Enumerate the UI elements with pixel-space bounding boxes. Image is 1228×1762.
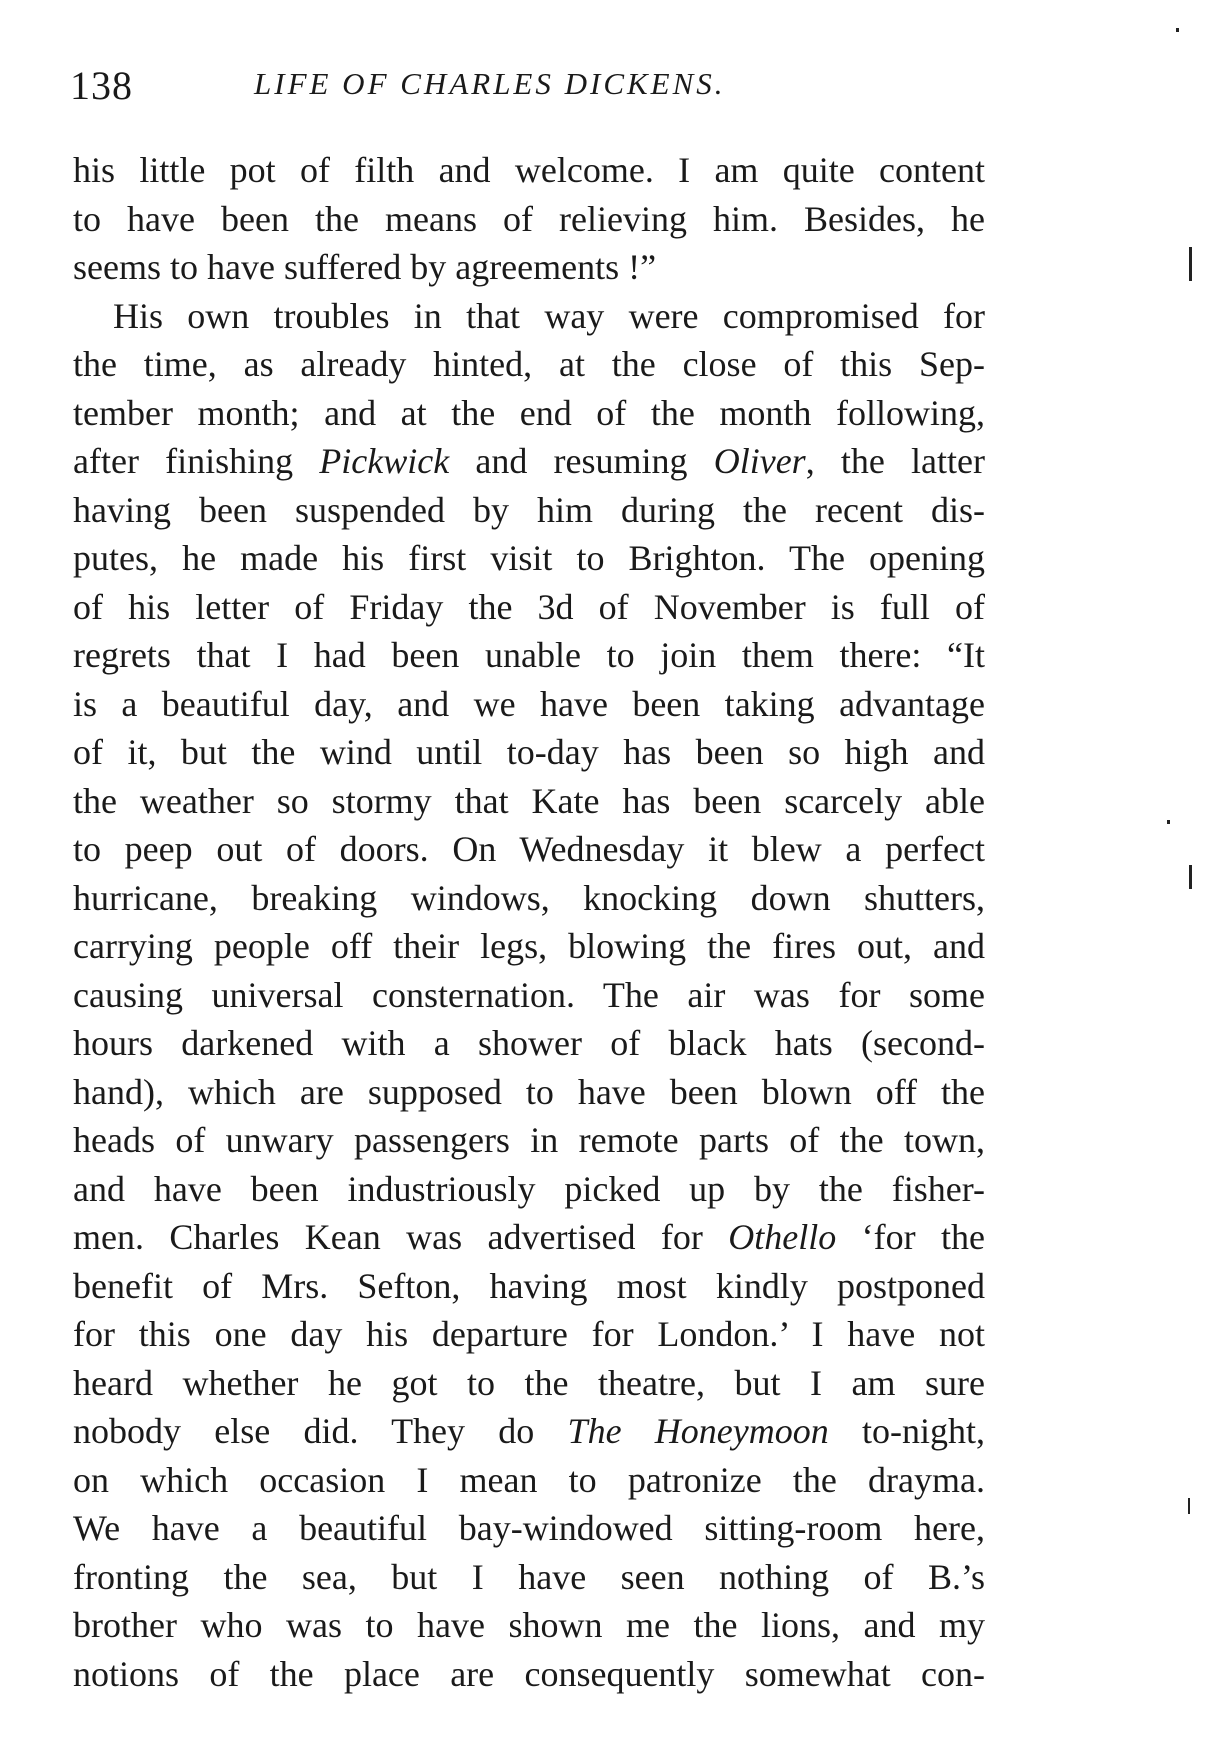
text-line (73, 146, 985, 195)
text-segment: hurricane, breaking windows, knocking down shutters, (73, 877, 985, 918)
text-segment: after finishing (73, 441, 320, 481)
text-line (73, 1456, 985, 1505)
text-segment: putes, he made his first visit to Brighton. The opening (73, 538, 985, 578)
text-line (73, 1116, 985, 1165)
text-segment: hand), which are supposed to have been blown off the (73, 1071, 985, 1112)
text-segment: for this one day his departure for London.’ I have not (73, 1314, 985, 1354)
text-line (73, 680, 985, 729)
text-segment: and have been industriously picked up by the fisher- (73, 1168, 985, 1209)
text-line (73, 777, 985, 826)
margin-mark (1188, 1498, 1190, 1514)
page-number: 138 (70, 63, 133, 108)
text-segment: carrying people off their legs, blowing the fires out, and (73, 926, 985, 966)
margin-mark (1189, 865, 1192, 889)
text-line (73, 389, 985, 438)
text-line (73, 1213, 985, 1262)
text-segment: benefit of Mrs. Sefton, having most kindly postponed (73, 1265, 985, 1306)
text-segment: We have a beautiful bay-windowed sitting-room here, (73, 1508, 985, 1548)
text-segment: is a beautiful day, and we have been taking advantage (73, 683, 985, 724)
text-line (73, 1601, 985, 1650)
text-segment: brother who was to have shown me the lions, and my (73, 1605, 985, 1645)
text-segment: on which occasion I mean to patronize the drayma. (73, 1459, 985, 1500)
text-line (73, 195, 985, 244)
text-segment: nobody else did. They do (73, 1411, 568, 1451)
text-line (73, 1650, 985, 1699)
margin-mark (1176, 28, 1179, 32)
text-line (73, 1165, 985, 1214)
text-line (73, 1407, 985, 1456)
text-segment: heard whether he got to the theatre, but I am sure (73, 1362, 985, 1403)
text-segment: causing universal consternation. The air was for some (73, 974, 985, 1015)
text-line (73, 1262, 985, 1311)
text-line (73, 583, 985, 632)
text-line (73, 437, 985, 486)
text-line (73, 874, 985, 923)
text-line (73, 1310, 985, 1359)
text-segment: heads of unwary passengers in remote parts of the town, (73, 1120, 985, 1160)
text-line (73, 631, 985, 680)
running-title: LIFE OF CHARLES DICKENS. (254, 66, 726, 101)
text-segment: the time, as already hinted, at the close of this Sep- (73, 344, 985, 384)
text-segment: of it, but the wind until to-day has been so high and (73, 732, 985, 772)
text-line (73, 1019, 985, 1068)
text-segment: fronting the sea, but I have seen nothing of B.’s (73, 1556, 985, 1597)
text-segment: having been suspended by him during the recent dis- (73, 489, 985, 530)
text-segment: of his letter of Friday the 3d of November is full of (73, 586, 985, 627)
text-line (73, 1359, 985, 1408)
text-segment: to peep out of doors. On Wednesday it blew a perfect (73, 829, 985, 869)
text-segment: his little pot of filth and welcome. I am quite content (73, 150, 985, 190)
text-segment: to-night, (828, 1411, 985, 1451)
text-line (73, 340, 985, 389)
text-line (73, 1553, 985, 1602)
text-line (73, 1504, 985, 1553)
italic-title: Oliver (713, 441, 806, 481)
text-segment: and resuming (449, 441, 714, 481)
text-segment: regrets that I had been unable to join them there: “It (73, 635, 985, 675)
margin-mark (1167, 820, 1170, 824)
text-line (73, 728, 985, 777)
text-line (73, 534, 985, 583)
text-segment: ‘for the (836, 1217, 985, 1257)
text-line (73, 971, 985, 1020)
text-segment: notions of the place are consequently somewhat con- (73, 1653, 985, 1694)
text-line (73, 243, 985, 292)
text-line (73, 922, 985, 971)
body-text (73, 146, 985, 1698)
page-header (70, 62, 1000, 112)
text-segment: hours darkened with a shower of black hats (second- (73, 1023, 985, 1063)
text-segment: to have been the means of relieving him. Besides, he (73, 198, 985, 239)
text-segment: the weather so stormy that Kate has been scarcely able (73, 780, 985, 821)
italic-title: Pickwick (319, 441, 450, 481)
text-line (73, 292, 985, 341)
text-line (73, 1068, 985, 1117)
text-line (73, 486, 985, 535)
text-segment: seems to have suffered by agreements !” (73, 247, 657, 287)
text-segment: men. Charles Kean was advertised for (73, 1217, 729, 1257)
italic-title: Othello (728, 1217, 837, 1257)
italic-title: The Honeymoon (567, 1411, 829, 1451)
margin-mark (1189, 247, 1192, 281)
text-segment: His own troubles in that way were compromised for (113, 295, 985, 336)
text-segment: tember month; and at the end of the month following, (73, 392, 985, 433)
text-line (73, 825, 985, 874)
text-segment: , the latter (805, 441, 985, 481)
